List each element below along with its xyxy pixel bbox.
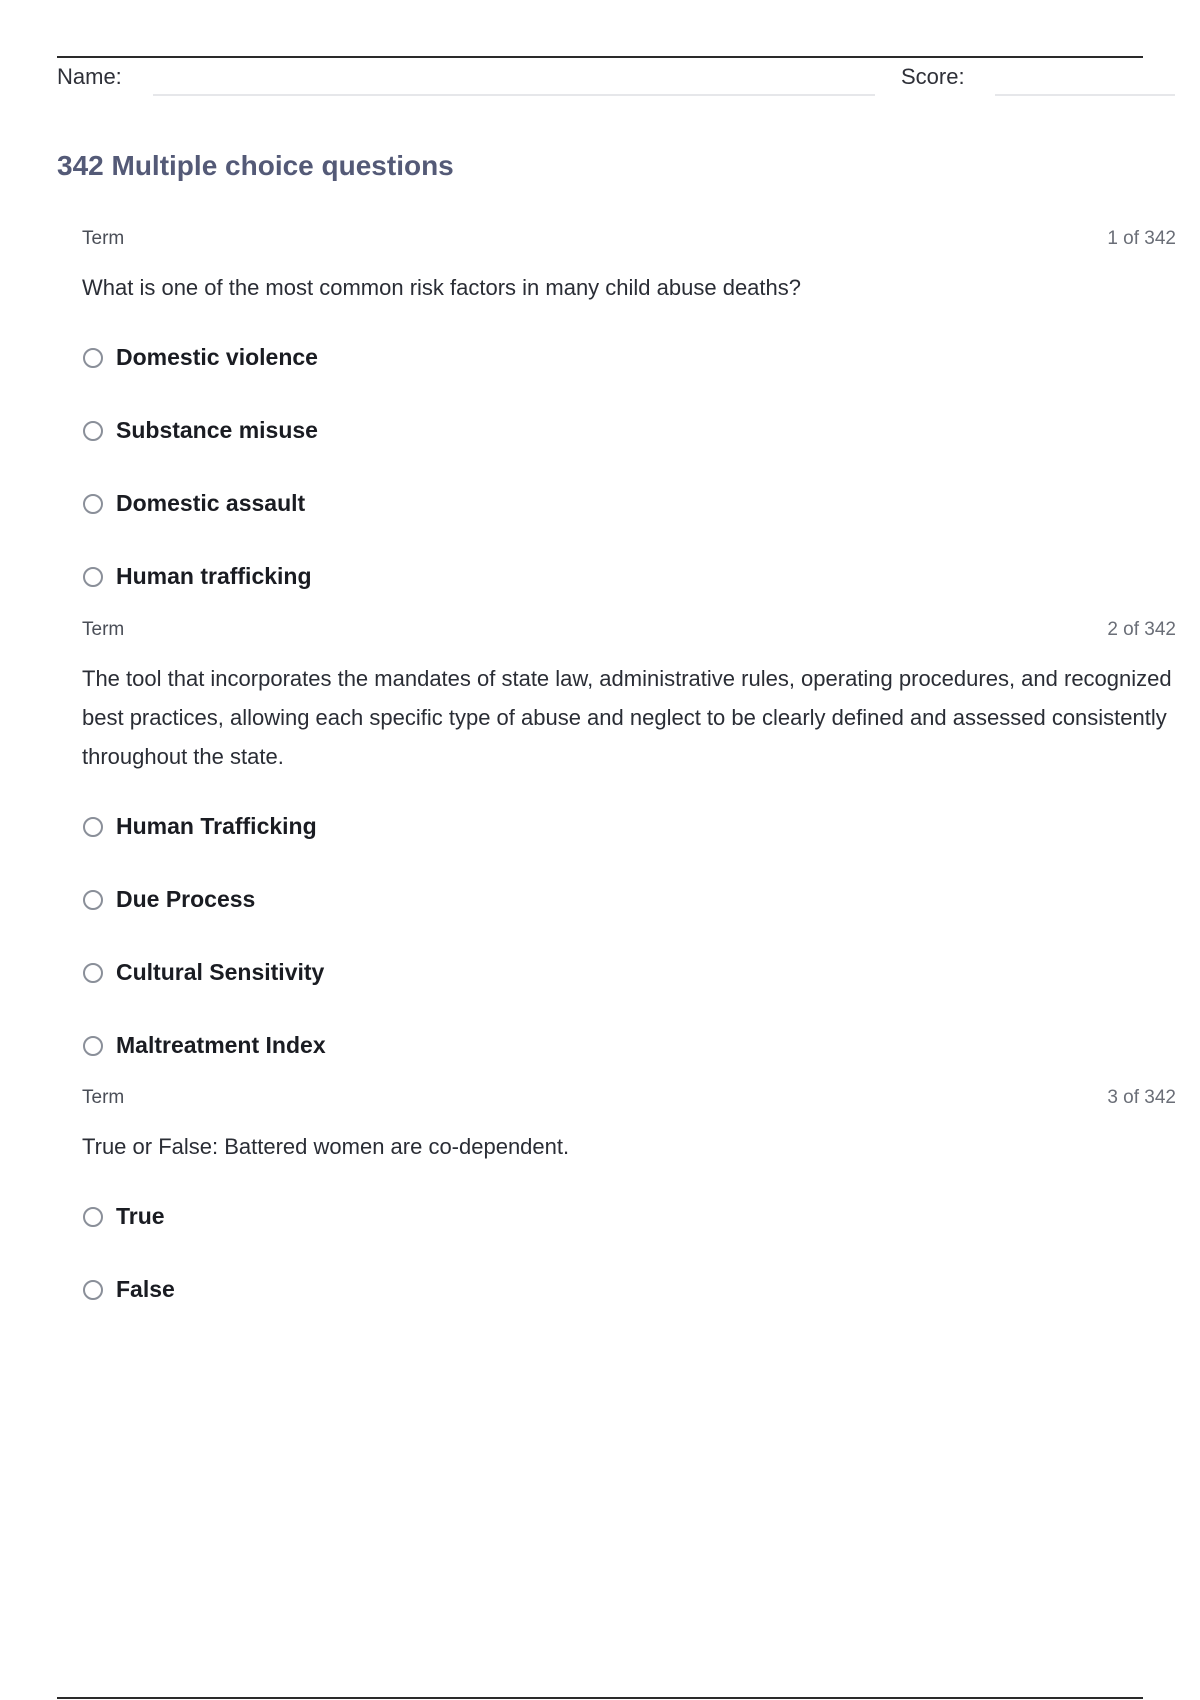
radio-circle-icon[interactable] <box>83 1036 103 1056</box>
question-header <box>82 619 1176 645</box>
answer-options <box>82 790 1176 1082</box>
radio-circle-icon[interactable] <box>83 348 103 368</box>
question-2 <box>82 619 1176 1082</box>
answer-option-label: Domestic violence <box>116 344 318 370</box>
question-1 <box>82 228 1176 613</box>
name-score-header <box>57 62 1177 98</box>
question-header <box>82 1087 1176 1113</box>
answer-option[interactable] <box>82 540 1176 613</box>
radio-circle-icon[interactable] <box>83 1280 103 1300</box>
question-counter: 2 of 342 <box>1107 619 1176 640</box>
answer-option-label: Cultural Sensitivity <box>116 959 325 985</box>
answer-option-label: Due Process <box>116 886 256 912</box>
question-header <box>82 228 1176 254</box>
answer-option[interactable] <box>82 936 1176 1009</box>
answer-option[interactable] <box>82 1009 1176 1082</box>
radio-circle-icon[interactable] <box>83 817 103 837</box>
radio-circle-icon[interactable] <box>83 963 103 983</box>
answer-option[interactable] <box>82 1180 1176 1253</box>
radio-circle-icon[interactable] <box>83 1207 103 1227</box>
question-text: True or False: Battered women are co-dependent. <box>82 1134 570 1159</box>
answer-option-label: False <box>116 1276 175 1302</box>
answer-option[interactable] <box>82 790 1176 863</box>
answer-option-label: Domestic assault <box>116 490 306 516</box>
answer-option[interactable] <box>82 467 1176 540</box>
answer-option[interactable] <box>82 863 1176 936</box>
radio-circle-icon[interactable] <box>83 567 103 587</box>
bottom-rule <box>57 1697 1143 1699</box>
question-text: What is one of the most common risk factors in many child abuse deaths? <box>82 275 801 300</box>
term-label: Term <box>82 619 125 640</box>
answer-option-label: True <box>116 1203 165 1229</box>
answer-option[interactable] <box>82 1253 1176 1326</box>
question-counter: 3 of 342 <box>1107 1087 1176 1108</box>
question-counter: 1 of 342 <box>1107 228 1176 249</box>
radio-circle-icon[interactable] <box>83 494 103 514</box>
question-3 <box>82 1087 1176 1326</box>
name-label: Name: <box>57 64 122 89</box>
term-label: Term <box>82 228 125 249</box>
answer-option-label: Maltreatment Index <box>116 1032 326 1058</box>
answer-option[interactable] <box>82 394 1176 467</box>
page-title: 342 Multiple choice questions <box>57 150 454 181</box>
answer-option-label: Substance misuse <box>116 417 318 443</box>
radio-circle-icon[interactable] <box>83 421 103 441</box>
answer-option-label: Human trafficking <box>116 563 312 589</box>
answer-options <box>82 321 1176 613</box>
name-field[interactable] <box>153 94 875 96</box>
answer-options <box>82 1180 1176 1326</box>
term-label: Term <box>82 1087 125 1108</box>
answer-option-label: Human Trafficking <box>116 813 317 839</box>
answer-option[interactable] <box>82 321 1176 394</box>
score-label: Score: <box>901 64 965 89</box>
score-field[interactable] <box>995 94 1175 96</box>
question-text: The tool that incorporates the mandates of state law, administrative rules, operating procedures, and recognized best practices, allowing each specific type of abuse and neglect to be clearly defined and assessed consistently throughout the state. <box>82 666 1172 769</box>
radio-circle-icon[interactable] <box>83 890 103 910</box>
top-rule <box>57 56 1143 58</box>
